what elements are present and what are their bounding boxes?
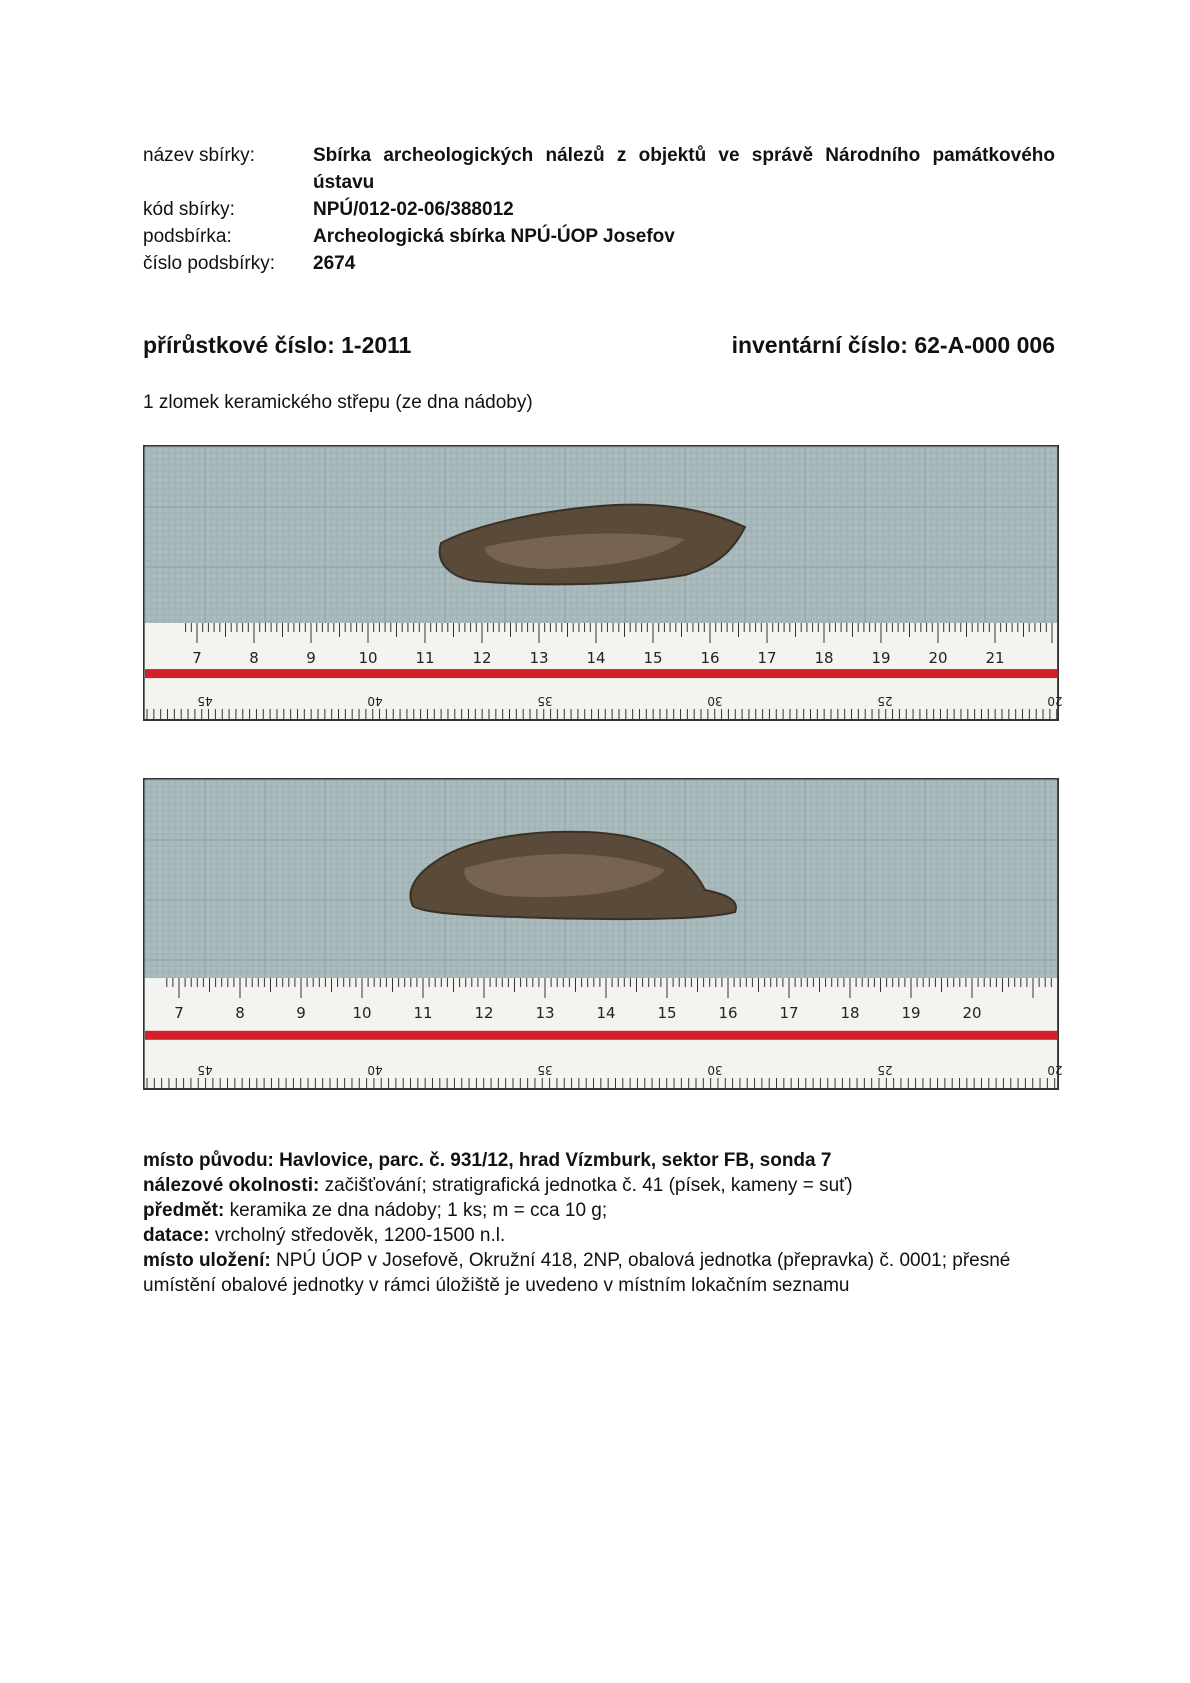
inventory-number: inventární číslo: 62-A-000 006 [731, 332, 1055, 358]
collection-metadata [143, 142, 1055, 277]
dating-value: vrcholný středověk, 1200-1500 n.l. [214, 1225, 506, 1246]
ruler-top-label: 19 [871, 649, 891, 667]
ruler-top-label: 14 [586, 649, 606, 667]
ruler-bottom-label: 30 [707, 694, 723, 708]
circumstances-value: začišťování; stratigrafická jednotka č. 41 (písek, kameny = suť) [324, 1175, 853, 1196]
ruler-bottom-label: 40 [367, 694, 383, 708]
ruler-top-label: 8 [235, 1004, 245, 1022]
accession-number: přírůstkové číslo: 1-2011 [143, 332, 412, 358]
ruler-bottom-label: 40 [367, 1063, 383, 1077]
collection-code-value: NPÚ/012-02-06/388012 [313, 199, 514, 220]
ruler-top-label: 11 [413, 1004, 433, 1022]
origin-label: místo původu: [143, 1150, 274, 1171]
ruler-top-label: 12 [472, 649, 492, 667]
ruler-bottom-label: 20 [1047, 1063, 1063, 1077]
ruler-red-line [145, 669, 1057, 678]
ruler-top-label: 10 [358, 649, 378, 667]
sherd-photo-top [143, 445, 1063, 721]
ruler-top-label: 11 [415, 649, 435, 667]
subcollection-number-value: 2674 [313, 253, 356, 274]
ruler-top-label: 17 [779, 1004, 799, 1022]
subcollection-row [143, 223, 1055, 250]
ruler-top-label: 18 [840, 1004, 860, 1022]
dating-line [143, 1223, 1055, 1248]
collection-name-label: název sbírky: [143, 145, 255, 166]
sherd-photo-bottom [143, 778, 1063, 1090]
ruler-top-label: 20 [962, 1004, 982, 1022]
record-numbers [143, 332, 1055, 359]
circumstances-label: nálezové okolnosti: [143, 1175, 320, 1196]
ruler-top-label: 16 [700, 649, 720, 667]
object-value: keramika ze dna nádoby; 1 ks; m = cca 10 g; [229, 1200, 608, 1221]
collection-name-value: Sbírka archeologických nálezů z objektů ve správě Národního památkového ústavu [313, 145, 1055, 193]
ruler-top-label: 16 [718, 1004, 738, 1022]
subcollection-number-row [143, 250, 1055, 277]
ruler-bottom-label: 30 [707, 1063, 723, 1077]
collection-code-label: kód sbírky: [143, 199, 235, 220]
ruler-bottom-label: 25 [877, 1063, 893, 1077]
ruler-top-label: 20 [928, 649, 948, 667]
ruler-top-label: 15 [657, 1004, 677, 1022]
ruler-top-label: 10 [352, 1004, 372, 1022]
circumstances-line [143, 1173, 1055, 1198]
sherd-photo-top-image [145, 447, 1063, 719]
origin-value: Havlovice, parc. č. 931/12, hrad Vízmburk, sektor FB, sonda 7 [279, 1150, 832, 1171]
ruler-red-line [145, 1031, 1057, 1040]
dating-label: datace: [143, 1225, 210, 1246]
collection-name-row [143, 142, 1055, 196]
storage-value: NPÚ ÚOP v Josefově, Okružní 418, 2NP, obalová jednotka (přepravka) č. 0001; přesné umístění obalové jednotky v rámci úložiště je uvedeno v místním lokačním seznamu [143, 1250, 1011, 1296]
ruler-bottom-label: 20 [1047, 694, 1063, 708]
object-line [143, 1198, 1055, 1223]
collection-code-row [143, 196, 1055, 223]
ruler-top-label: 8 [249, 649, 259, 667]
ruler-top-label: 9 [306, 649, 316, 667]
origin-line [143, 1148, 1055, 1173]
sherd-photo-bottom-image [145, 780, 1063, 1088]
ruler-top-label: 17 [757, 649, 777, 667]
find-details [143, 1148, 1055, 1298]
ruler-top-label: 18 [814, 649, 834, 667]
ruler-top-label: 7 [174, 1004, 184, 1022]
ruler-bottom-label: 35 [537, 694, 553, 708]
ruler-bottom-label: 45 [197, 694, 213, 708]
subcollection-value: Archeologická sbírka NPÚ-ÚOP Josefov [313, 226, 675, 247]
ruler-bottom-label: 35 [537, 1063, 553, 1077]
subcollection-number-label: číslo podsbírky: [143, 253, 275, 274]
ruler-top-label: 19 [901, 1004, 921, 1022]
ruler-top-label: 9 [296, 1004, 306, 1022]
item-description: 1 zlomek keramického střepu (ze dna nádoby) [143, 392, 533, 413]
ruler-bottom-label: 45 [197, 1063, 213, 1077]
ruler-top-label: 7 [192, 649, 202, 667]
ruler-top-label: 21 [985, 649, 1005, 667]
ruler-top-label: 13 [535, 1004, 555, 1022]
object-label: předmět: [143, 1200, 225, 1221]
ruler-top-label: 14 [596, 1004, 616, 1022]
ruler-bottom-label: 25 [877, 694, 893, 708]
ruler-top-label: 12 [474, 1004, 494, 1022]
ruler-top-label: 13 [529, 649, 549, 667]
subcollection-label: podsbírka: [143, 226, 232, 247]
ruler-top-label: 15 [643, 649, 663, 667]
storage-label: místo uložení: [143, 1250, 271, 1271]
storage-line [143, 1248, 1055, 1298]
